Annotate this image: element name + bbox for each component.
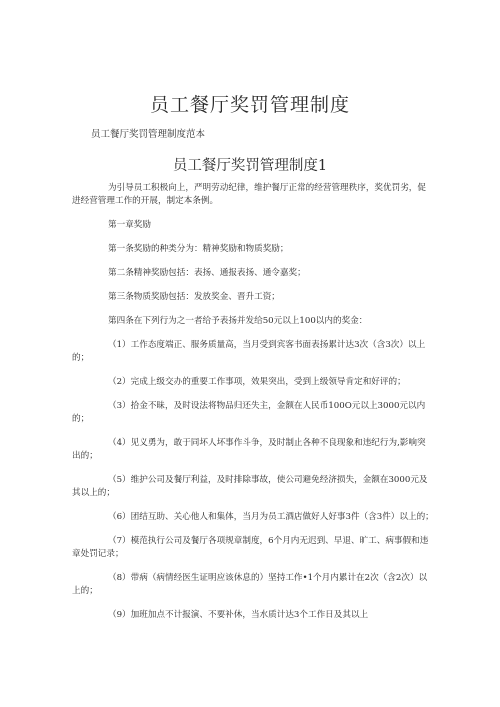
list-item: （8）带病（病情经医生证明应该休息的）坚持工作•1个月内累计在2次（含2次）以上的；	[72, 573, 428, 596]
article-paragraph: 第三条物质奖励包括：发放奖金、晋升工资；	[108, 292, 280, 302]
list-item: （3）拾金不昧，及时设法将物品归还失主，金额在人民币100O元以上3000元以内的；	[72, 401, 426, 424]
list-item: （7）模范执行公司及餐厅各项规章制度，6个月内无迟到、早退、旷工、病事假和违章处罚记录；	[72, 536, 429, 559]
list-item: （6）团结互助、关心他人和集体，当月为员工酒店做好人好事3件（含3件）以上的；	[108, 512, 434, 522]
article-paragraph: 第四条在下列行为之一者给予表扬并发给50元以上100以内的奖金：	[108, 316, 368, 326]
list-item: （5）维护公司及餐厅利益，及时排除事故，使公司避免经济损失，金额在3000元及其以上的；	[72, 475, 428, 498]
document-body	[72, 182, 434, 622]
section-title: 员工餐厅奖罚管理制度1	[172, 158, 328, 174]
list-item: （2）完成上级交办的重要工作事项，效果突出，受到上级领导肯定和好评的；	[108, 377, 406, 387]
list-item: （1）工作态度端正、服务质量高，当月受到宾客书面表扬累计达3次（含3次）以上的；	[72, 340, 426, 363]
list-item: （9）加班加点不计报演、不要补休，当水质计达3个工作日及其以上	[108, 610, 369, 620]
intro-paragraph: 为引导员工积极向上，严明劳动纪律，维护餐厅正常的经营管理秩序，奖优罚劣，促进经营管理工作的开展，制定本条例。	[72, 183, 426, 206]
list-item: （4）见义勇为，敢于同坏人坏事作斗争，及时制止各种不良现象和违纪行为,影响突出的；	[72, 438, 426, 461]
chapter-heading: 第一章奖励	[108, 220, 151, 230]
article-paragraph: 第二条精神奖励包括：表扬、通报表扬、通令嘉奖；	[108, 268, 306, 278]
article-paragraph: 第一条奖励的种类分为：精神奖励和物质奖励；	[108, 244, 289, 254]
document-subtitle: 员工餐厅奖罚管理制度范本	[91, 129, 206, 140]
document-title: 员工餐厅奖罚管理制度	[149, 94, 350, 116]
